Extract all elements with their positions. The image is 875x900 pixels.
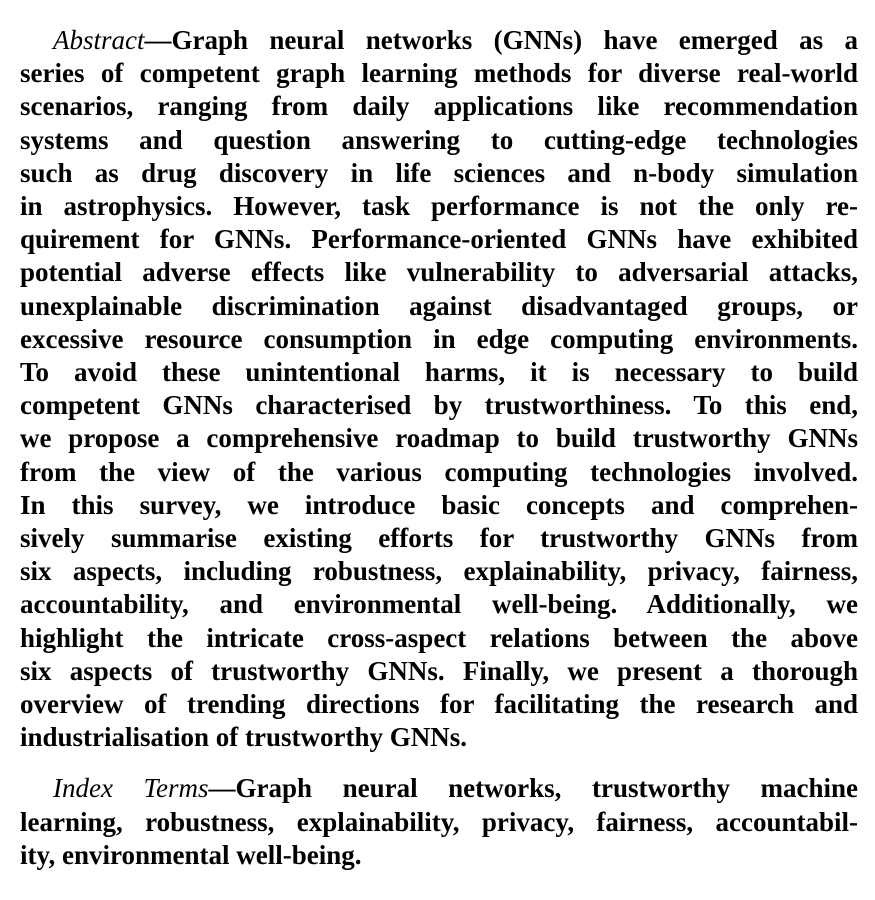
abstract-text: —Graph neural networks (GNNs) have emerged as a (144, 25, 858, 55)
index-terms-label: Index Terms (53, 773, 209, 804)
abstract-line-15: In this survey, we introduce basic concepts and comprehen- (20, 489, 858, 520)
abstract-line-12: competent GNNs characterised by trustworthiness. To this end, (20, 390, 858, 421)
abstract-line-4: systems and question answering to cutting-edge technologies (20, 124, 858, 155)
abstract-line-9: unexplainable discrimination against disadvantaged groups, or (20, 290, 858, 321)
index-terms-line-1 (20, 772, 858, 805)
abstract-line-17: six aspects, including robustness, explainability, privacy, fairness, (20, 556, 858, 587)
abstract-line-5: such as drug discovery in life sciences and n-body simulation (20, 157, 858, 188)
abstract-line-8: potential adverse effects like vulnerability to adversarial attacks, (20, 257, 858, 288)
index-terms-text: —Graph neural networks, trustworthy machine (208, 773, 858, 804)
abstract-line-16: sively summarise existing efforts for trustworthy GNNs from (20, 523, 858, 554)
abstract-line-1 (20, 24, 858, 57)
abstract-line-18: accountability, and environmental well-being. Additionally, we (20, 589, 858, 620)
abstract-line-7: quirement for GNNs. Performance-oriented GNNs have exhibited (20, 224, 858, 255)
abstract-line-3: scenarios, ranging from daily applications like recommendation (20, 91, 858, 122)
abstract-line-21: overview of trending directions for facilitating the research and (20, 689, 858, 720)
abstract-line-6: in astrophysics. However, task performance is not the only re- (20, 191, 858, 222)
abstract-line-2: series of competent graph learning methods for diverse real-world (20, 58, 858, 89)
abstract-line-11: To avoid these unintentional harms, it is necessary to build (20, 357, 858, 388)
index-terms-line-3: ity, environmental well-being. (20, 839, 362, 870)
paper-abstract-page (20, 24, 858, 872)
abstract-line-19: highlight the intricate cross-aspect relations between the above (20, 622, 858, 653)
abstract-line-10: excessive resource consumption in edge computing environments. (20, 323, 858, 354)
abstract-line-14: from the view of the various computing technologies involved. (20, 456, 858, 487)
abstract-line-20: six aspects of trustworthy GNNs. Finally, we present a thorough (20, 655, 858, 686)
abstract-line-22: industrialisation of trustworthy GNNs. (20, 722, 468, 753)
index-terms-line-2: learning, robustness, explainability, privacy, fairness, accountabil- (20, 806, 858, 837)
section-gap (20, 754, 858, 772)
abstract-line-13: we propose a comprehensive roadmap to build trustworthy GNNs (20, 423, 858, 454)
abstract-label: Abstract (53, 25, 145, 55)
